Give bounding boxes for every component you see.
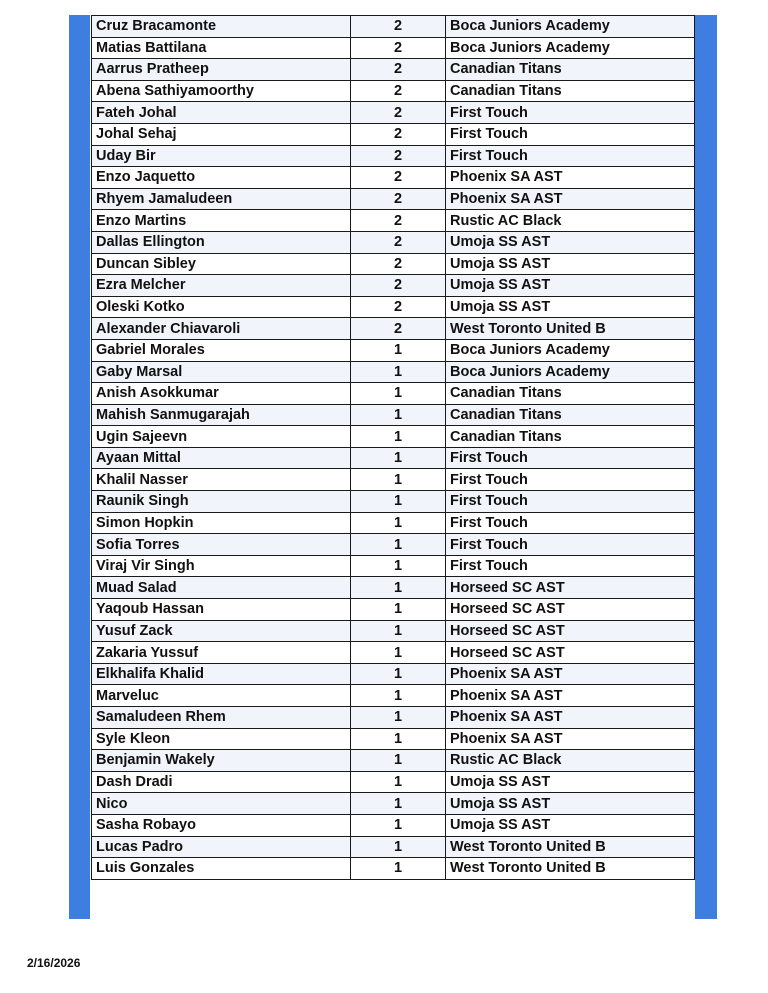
goals-cell: 1 bbox=[351, 361, 446, 383]
player-name-cell: Gaby Marsal bbox=[92, 361, 351, 383]
table-row bbox=[92, 771, 695, 793]
right-blue-band bbox=[695, 15, 717, 919]
player-name-cell: Matias Battilana bbox=[92, 37, 351, 59]
goals-cell: 2 bbox=[351, 253, 446, 275]
goals-cell: 1 bbox=[351, 642, 446, 664]
table-row bbox=[92, 620, 695, 642]
goals-cell: 1 bbox=[351, 555, 446, 577]
team-name-cell: Canadian Titans bbox=[446, 80, 695, 102]
player-name-cell: Sofia Torres bbox=[92, 534, 351, 556]
goals-cell: 1 bbox=[351, 685, 446, 707]
player-name-cell: Dash Dradi bbox=[92, 771, 351, 793]
goals-cell: 2 bbox=[351, 37, 446, 59]
goals-cell: 2 bbox=[351, 123, 446, 145]
player-name-cell: Dallas Ellington bbox=[92, 231, 351, 253]
player-name-cell: Nico bbox=[92, 793, 351, 815]
table-row bbox=[92, 599, 695, 621]
table-row bbox=[92, 339, 695, 361]
player-name-cell: Aarrus Pratheep bbox=[92, 59, 351, 81]
table-row bbox=[92, 707, 695, 729]
table-row bbox=[92, 814, 695, 836]
player-name-cell: Gabriel Morales bbox=[92, 339, 351, 361]
goals-cell: 1 bbox=[351, 707, 446, 729]
print-date: 2/16/2026 bbox=[27, 956, 81, 970]
player-name-cell: Khalil Nasser bbox=[92, 469, 351, 491]
goals-cell: 2 bbox=[351, 275, 446, 297]
player-name-cell: Fateh Johal bbox=[92, 102, 351, 124]
goals-cell: 2 bbox=[351, 210, 446, 232]
table-row bbox=[92, 577, 695, 599]
team-name-cell: West Toronto United B bbox=[446, 318, 695, 340]
goals-cell: 2 bbox=[351, 167, 446, 189]
player-name-cell: Viraj Vir Singh bbox=[92, 555, 351, 577]
player-name-cell: Benjamin Wakely bbox=[92, 750, 351, 772]
goals-cell: 2 bbox=[351, 16, 446, 38]
team-name-cell: First Touch bbox=[446, 555, 695, 577]
table-row bbox=[92, 102, 695, 124]
team-name-cell: West Toronto United B bbox=[446, 836, 695, 858]
team-name-cell: Canadian Titans bbox=[446, 426, 695, 448]
table-row bbox=[92, 167, 695, 189]
team-name-cell: Canadian Titans bbox=[446, 383, 695, 405]
goals-cell: 1 bbox=[351, 771, 446, 793]
table-row bbox=[92, 858, 695, 880]
team-name-cell: Canadian Titans bbox=[446, 404, 695, 426]
table-row bbox=[92, 663, 695, 685]
goals-cell: 2 bbox=[351, 318, 446, 340]
team-name-cell: Umoja SS AST bbox=[446, 275, 695, 297]
team-name-cell: Umoja SS AST bbox=[446, 231, 695, 253]
player-name-cell: Alexander Chiavaroli bbox=[92, 318, 351, 340]
scorers-table-body bbox=[92, 16, 695, 880]
player-name-cell: Ugin Sajeevn bbox=[92, 426, 351, 448]
player-name-cell: Mahish Sanmugarajah bbox=[92, 404, 351, 426]
table-row bbox=[92, 80, 695, 102]
table-row bbox=[92, 37, 695, 59]
goals-cell: 1 bbox=[351, 426, 446, 448]
goals-cell: 1 bbox=[351, 383, 446, 405]
player-name-cell: Enzo Martins bbox=[92, 210, 351, 232]
player-name-cell: Lucas Padro bbox=[92, 836, 351, 858]
player-name-cell: Samaludeen Rhem bbox=[92, 707, 351, 729]
team-name-cell: Umoja SS AST bbox=[446, 793, 695, 815]
table-row bbox=[92, 447, 695, 469]
table-row bbox=[92, 555, 695, 577]
goals-cell: 1 bbox=[351, 447, 446, 469]
team-name-cell: Boca Juniors Academy bbox=[446, 361, 695, 383]
goals-cell: 1 bbox=[351, 469, 446, 491]
team-name-cell: Phoenix SA AST bbox=[446, 188, 695, 210]
player-name-cell: Marveluc bbox=[92, 685, 351, 707]
team-name-cell: Canadian Titans bbox=[446, 59, 695, 81]
scorers-table bbox=[91, 15, 695, 880]
table-row bbox=[92, 231, 695, 253]
table-row bbox=[92, 750, 695, 772]
table-row bbox=[92, 728, 695, 750]
goals-cell: 2 bbox=[351, 80, 446, 102]
player-name-cell: Syle Kleon bbox=[92, 728, 351, 750]
team-name-cell: First Touch bbox=[446, 512, 695, 534]
table-row bbox=[92, 685, 695, 707]
goals-cell: 1 bbox=[351, 339, 446, 361]
table-row bbox=[92, 361, 695, 383]
table-row bbox=[92, 469, 695, 491]
goals-cell: 1 bbox=[351, 577, 446, 599]
player-name-cell: Johal Sehaj bbox=[92, 123, 351, 145]
left-blue-band bbox=[69, 15, 90, 919]
goals-cell: 1 bbox=[351, 858, 446, 880]
goals-cell: 1 bbox=[351, 728, 446, 750]
player-name-cell: Zakaria Yussuf bbox=[92, 642, 351, 664]
table-row bbox=[92, 491, 695, 513]
table-row bbox=[92, 836, 695, 858]
team-name-cell: Horseed SC AST bbox=[446, 642, 695, 664]
goals-cell: 1 bbox=[351, 534, 446, 556]
table-row bbox=[92, 16, 695, 38]
team-name-cell: Rustic AC Black bbox=[446, 750, 695, 772]
team-name-cell: Horseed SC AST bbox=[446, 577, 695, 599]
table-row bbox=[92, 145, 695, 167]
table-row bbox=[92, 512, 695, 534]
table-row bbox=[92, 296, 695, 318]
player-name-cell: Oleski Kotko bbox=[92, 296, 351, 318]
player-name-cell: Raunik Singh bbox=[92, 491, 351, 513]
team-name-cell: Phoenix SA AST bbox=[446, 663, 695, 685]
table-row bbox=[92, 642, 695, 664]
team-name-cell: Umoja SS AST bbox=[446, 253, 695, 275]
team-name-cell: First Touch bbox=[446, 102, 695, 124]
goals-cell: 1 bbox=[351, 836, 446, 858]
team-name-cell: Boca Juniors Academy bbox=[446, 339, 695, 361]
team-name-cell: Umoja SS AST bbox=[446, 296, 695, 318]
goals-cell: 1 bbox=[351, 793, 446, 815]
table-row bbox=[92, 210, 695, 232]
goals-cell: 1 bbox=[351, 512, 446, 534]
team-name-cell: Boca Juniors Academy bbox=[446, 37, 695, 59]
table-row bbox=[92, 253, 695, 275]
player-name-cell: Cruz Bracamonte bbox=[92, 16, 351, 38]
table-row bbox=[92, 275, 695, 297]
table-row bbox=[92, 404, 695, 426]
table-row bbox=[92, 59, 695, 81]
goals-cell: 2 bbox=[351, 59, 446, 81]
table-row bbox=[92, 383, 695, 405]
goals-cell: 2 bbox=[351, 231, 446, 253]
team-name-cell: Horseed SC AST bbox=[446, 599, 695, 621]
goals-cell: 1 bbox=[351, 491, 446, 513]
team-name-cell: First Touch bbox=[446, 145, 695, 167]
team-name-cell: Phoenix SA AST bbox=[446, 685, 695, 707]
player-name-cell: Enzo Jaquetto bbox=[92, 167, 351, 189]
team-name-cell: Boca Juniors Academy bbox=[446, 16, 695, 38]
player-name-cell: Anish Asokkumar bbox=[92, 383, 351, 405]
goals-cell: 2 bbox=[351, 145, 446, 167]
player-name-cell: Yaqoub Hassan bbox=[92, 599, 351, 621]
table-row bbox=[92, 318, 695, 340]
table-row bbox=[92, 123, 695, 145]
goals-cell: 1 bbox=[351, 599, 446, 621]
goals-cell: 1 bbox=[351, 750, 446, 772]
team-name-cell: Phoenix SA AST bbox=[446, 707, 695, 729]
team-name-cell: West Toronto United B bbox=[446, 858, 695, 880]
player-name-cell: Abena Sathiyamoorthy bbox=[92, 80, 351, 102]
goals-cell: 2 bbox=[351, 102, 446, 124]
player-name-cell: Duncan Sibley bbox=[92, 253, 351, 275]
goals-cell: 2 bbox=[351, 188, 446, 210]
table-row bbox=[92, 188, 695, 210]
goals-cell: 1 bbox=[351, 814, 446, 836]
goals-cell: 2 bbox=[351, 296, 446, 318]
player-name-cell: Yusuf Zack bbox=[92, 620, 351, 642]
player-name-cell: Luis Gonzales bbox=[92, 858, 351, 880]
player-name-cell: Muad Salad bbox=[92, 577, 351, 599]
team-name-cell: First Touch bbox=[446, 534, 695, 556]
table-row bbox=[92, 426, 695, 448]
player-name-cell: Simon Hopkin bbox=[92, 512, 351, 534]
team-name-cell: Rustic AC Black bbox=[446, 210, 695, 232]
player-name-cell: Elkhalifa Khalid bbox=[92, 663, 351, 685]
team-name-cell: Horseed SC AST bbox=[446, 620, 695, 642]
player-name-cell: Ezra Melcher bbox=[92, 275, 351, 297]
goals-cell: 1 bbox=[351, 404, 446, 426]
goals-cell: 1 bbox=[351, 663, 446, 685]
player-name-cell: Ayaan Mittal bbox=[92, 447, 351, 469]
team-name-cell: First Touch bbox=[446, 123, 695, 145]
table-row bbox=[92, 793, 695, 815]
team-name-cell: Phoenix SA AST bbox=[446, 167, 695, 189]
team-name-cell: Umoja SS AST bbox=[446, 814, 695, 836]
team-name-cell: First Touch bbox=[446, 447, 695, 469]
team-name-cell: Phoenix SA AST bbox=[446, 728, 695, 750]
team-name-cell: Umoja SS AST bbox=[446, 771, 695, 793]
player-name-cell: Uday Bir bbox=[92, 145, 351, 167]
goals-cell: 1 bbox=[351, 620, 446, 642]
player-name-cell: Rhyem Jamaludeen bbox=[92, 188, 351, 210]
player-name-cell: Sasha Robayo bbox=[92, 814, 351, 836]
table-row bbox=[92, 534, 695, 556]
team-name-cell: First Touch bbox=[446, 491, 695, 513]
team-name-cell: First Touch bbox=[446, 469, 695, 491]
